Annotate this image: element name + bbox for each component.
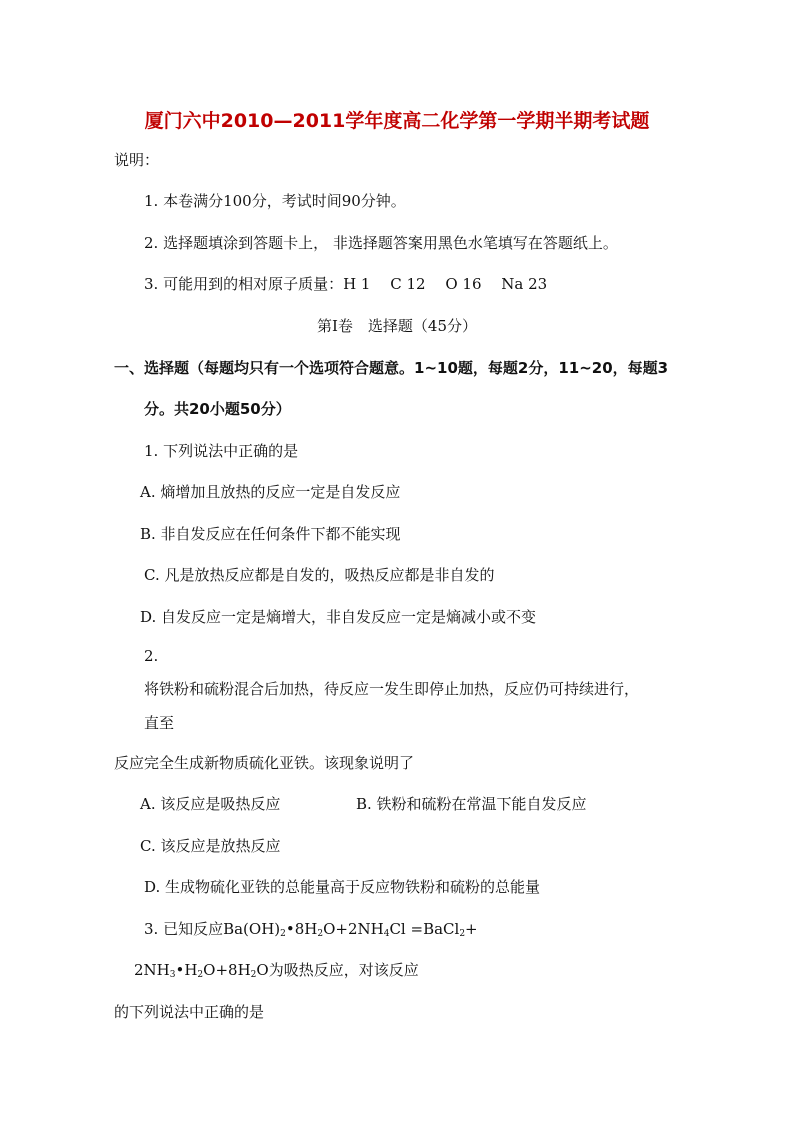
question-2-stem-line1: 将铁粉和硫粉混合后加热，待反应一发生即停止加热，反应仍可持续进行， — [144, 680, 640, 698]
section-header: 第I卷 选择题（45分） — [316, 317, 477, 335]
instructions-heading: 说明： — [114, 151, 160, 169]
question-3-line1: 3. 已知反应$Ba(OH)_2•8H_2O+2NH_4Cl$ =BaCl$_2$+ — [144, 920, 478, 939]
question-1-option-a: A. 熵增加且放热的反应一定是自发反应 — [140, 483, 401, 501]
part-one-heading-line2: 分。共20小题50分） — [144, 400, 291, 418]
question-1-option-b: B. 非自发反应在任何条件下都不能实现 — [140, 525, 401, 543]
question-2-option-a: A. 该反应是吸热反应 — [140, 795, 281, 813]
question-1-stem: 1. 下列说法中正确的是 — [144, 442, 299, 460]
question-2-option-c: C. 该反应是放热反应 — [140, 837, 281, 855]
page-title: 厦门六中2010—2011学年度高二化学第一学期半期考试题 — [144, 110, 650, 132]
question-2-stem-line2: 直至 — [144, 714, 175, 732]
question-3-line3: 的下列说法中正确的是 — [114, 1003, 265, 1021]
instruction-item-1: 1. 本卷满分100分，考试时间90分钟。 — [144, 192, 406, 210]
question-2-option-b: B. 铁粉和硫粉在常温下能自发反应 — [356, 795, 587, 813]
part-one-heading-line1: 一、选择题（每题均只有一个选项符合题意。1~10题，每题2分，11~20，每题3 — [114, 359, 669, 377]
question-2-number: 2. — [144, 647, 159, 665]
question-1-option-d: D. 自发反应一定是熵增大，非自发反应一定是熵减小或不变 — [140, 608, 537, 626]
question-2-stem-line3: 反应完全生成新物质硫化亚铁。该现象说明了 — [114, 754, 415, 772]
instruction-item-2: 2. 选择题填涂到答题卡上， 非选择题答案用黑色水笔填写在答题纸上。 — [144, 234, 618, 252]
instruction-item-3: 3. 可能用到的相对原子质量：H 1 C 12 O 16 Na 23 — [144, 275, 548, 293]
question-3-line2: $2NH_3•H_2O+8H_2O$为吸热反应，对该反应 — [134, 961, 419, 980]
question-2-option-d: D. 生成物硫化亚铁的总能量高于反应物铁粉和硫粉的总能量 — [144, 878, 541, 896]
question-1-option-c: C. 凡是放热反应都是自发的，吸热反应都是非自发的 — [144, 566, 495, 584]
